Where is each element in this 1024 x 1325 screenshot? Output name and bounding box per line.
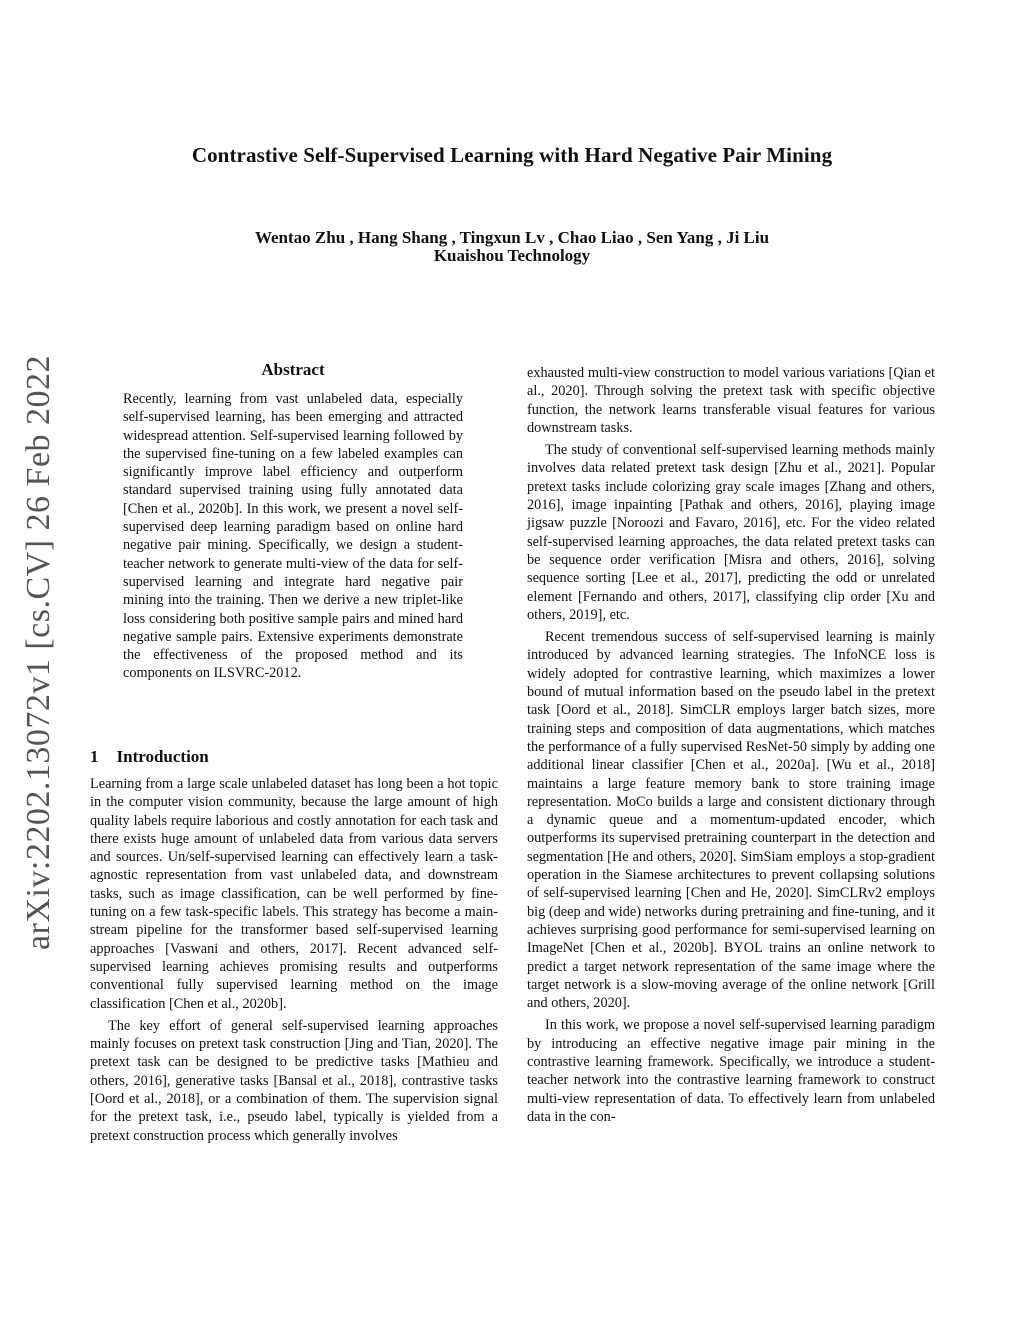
abstract-text: Recently, learning from vast unlabeled data, especially self-supervised learning, has been emerging and attracted widespread attention. Self-supervised learning followed by the supervised fine-tuning on a few labeled examples can significantly improve label efficiency and outperform standard supervised training using fully annotated data [Chen et al., 2020b]. In this work, we present a novel self-supervised deep learning paradigm based on online hard negative pair mining. Specifically, we design a student-teacher network to generate multi-view of the data for self-supervised learning and integrate hard negative pair mining into the training. Then we derive a new triplet-like loss considering both positive sample pairs and mined hard negative sample pairs. Extensive experiments demonstrate the effectiveness of the proposed method and its components on ILSVRC-2012. <box>123 391 463 682</box>
intro-paragraph-2: The key effort of general self-supervised learning approaches mainly focuses on pretext task construction [Jing and Tian, 2020]. The pretext task can be designed to be predictive tasks [Mathieu and others, 2016], generative tasks [Bansal et al., 2018], contrastive tasks [Oord et al., 2018], or a combination of them. The supervision signal for the pretext task, i.e., pseudo label, typically is yielded from a pretext construction process which generally involves <box>90 1017 498 1144</box>
right-paragraph-1: exhausted multi-view construction to model various variations [Qian et al., 2020]. Through solving the pretext task with specific objective function, the network learns transferable visual features for various downstream tasks. <box>527 365 935 436</box>
affiliation: Kuaishou Technology <box>433 246 591 265</box>
intro-paragraph-1: Learning from a large scale unlabeled dataset has long been a hot topic in the computer vision community, because the large amount of high quality labels require laborious and costly annotation for each task and there exists huge amount of unlabeled data from various data servers and sources. Un/self-supervised learning can effectively learn a task-agnostic representation from vast unlabeled data, and downstream tasks, such as image classification, can be well performed by fine-tuning on a few task-specific labels. This strategy has become a main-stream pipeline for the transformer based self-supervised learning approaches [Vaswani and others, 2017]. Recent advanced self-supervised learning achieves promising results and outperforms conventional fully supervised learning method on the image classification [Chen et al., 2020b]. <box>90 776 498 1012</box>
author-list: Wentao Zhu , Hang Shang , Tingxun Lv , Chao Liao , Sen Yang , Ji Liu <box>254 228 770 247</box>
abstract-body <box>123 390 463 687</box>
right-column-body <box>527 364 935 1130</box>
paper-title: Contrastive Self-Supervised Learning with Hard Negative Pair Mining <box>191 143 833 167</box>
section-number: 1 <box>90 747 99 766</box>
right-paragraph-3: Recent tremendous success of self-supervised learning is mainly introduced by advanced learning strategies. The InfoNCE loss is widely adopted for contrastive learning, which maximizes a lower bound of mutual information based on the pseudo label in the pretext task [Oord et al., 2018]. SimCLR employs larger batch sizes, more training steps and composition of data augmentations, which matches the performance of a fully supervised ResNet-50 simply by adding one additional linear classifier [Chen et al., 2020a]. [Wu et al., 2018] maintains a large feature memory bank to store training image representation. MoCo builds a large and consistent dictionary through a dynamic queue and a momentum-updated encoder, which outperforms its supervised pretraining counterpart in the detection and segmentation [He and others, 2020]. SimSiam employs a stop-gradient operation in the Siamese architectures to prevent collapsing solutions of self-supervised learning [Chen and He, 2020]. SimCLRv2 employs big (deep and wide) networks during pretraining and fine-tuning, and it achieves surprising good performance for semi-supervised learning on ImageNet [Chen et al., 2020b]. BYOL trains an online network to predict a target network representation of the same image where the target network is a slow-moving average of the online network [Grill and others, 2020]. <box>527 629 935 1012</box>
left-column-body <box>90 775 498 1149</box>
section-title: Introduction <box>116 747 209 766</box>
right-paragraph-2: The study of conventional self-supervised learning methods mainly involves data related pretext task design [Zhu et al., 2021]. Popular pretext tasks include colorizing gray scale images [Zhang and others, 2016], image inpainting [Pathak and others, 2016], playing image jigsaw puzzle [Noroozi and Favaro, 2016], etc. For the video related self-supervised learning approaches, the data related pretext tasks can be sequence order verification [Misra and others, 2016], solving sequence sorting [Lee et al., 2017], predicting the odd or unrelated element [Fernando and others, 2017], classifying clip order [Xu and others, 2019], etc. <box>527 442 935 623</box>
right-paragraph-4: In this work, we propose a novel self-supervised learning paradigm by introducing an effective negative image pair mining in the contrastive learning framework. Specifically, we introduce a student-teacher network into the contrastive learning framework to construct multi-view representation of data. To effectively learn from unlabeled data in the con- <box>527 1017 935 1125</box>
abstract-heading: Abstract <box>261 360 325 379</box>
section-heading-introduction <box>90 747 209 767</box>
arxiv-side-stamp: arXiv:2202.13072v1 [cs.CV] 26 Feb 2022 <box>20 354 57 950</box>
